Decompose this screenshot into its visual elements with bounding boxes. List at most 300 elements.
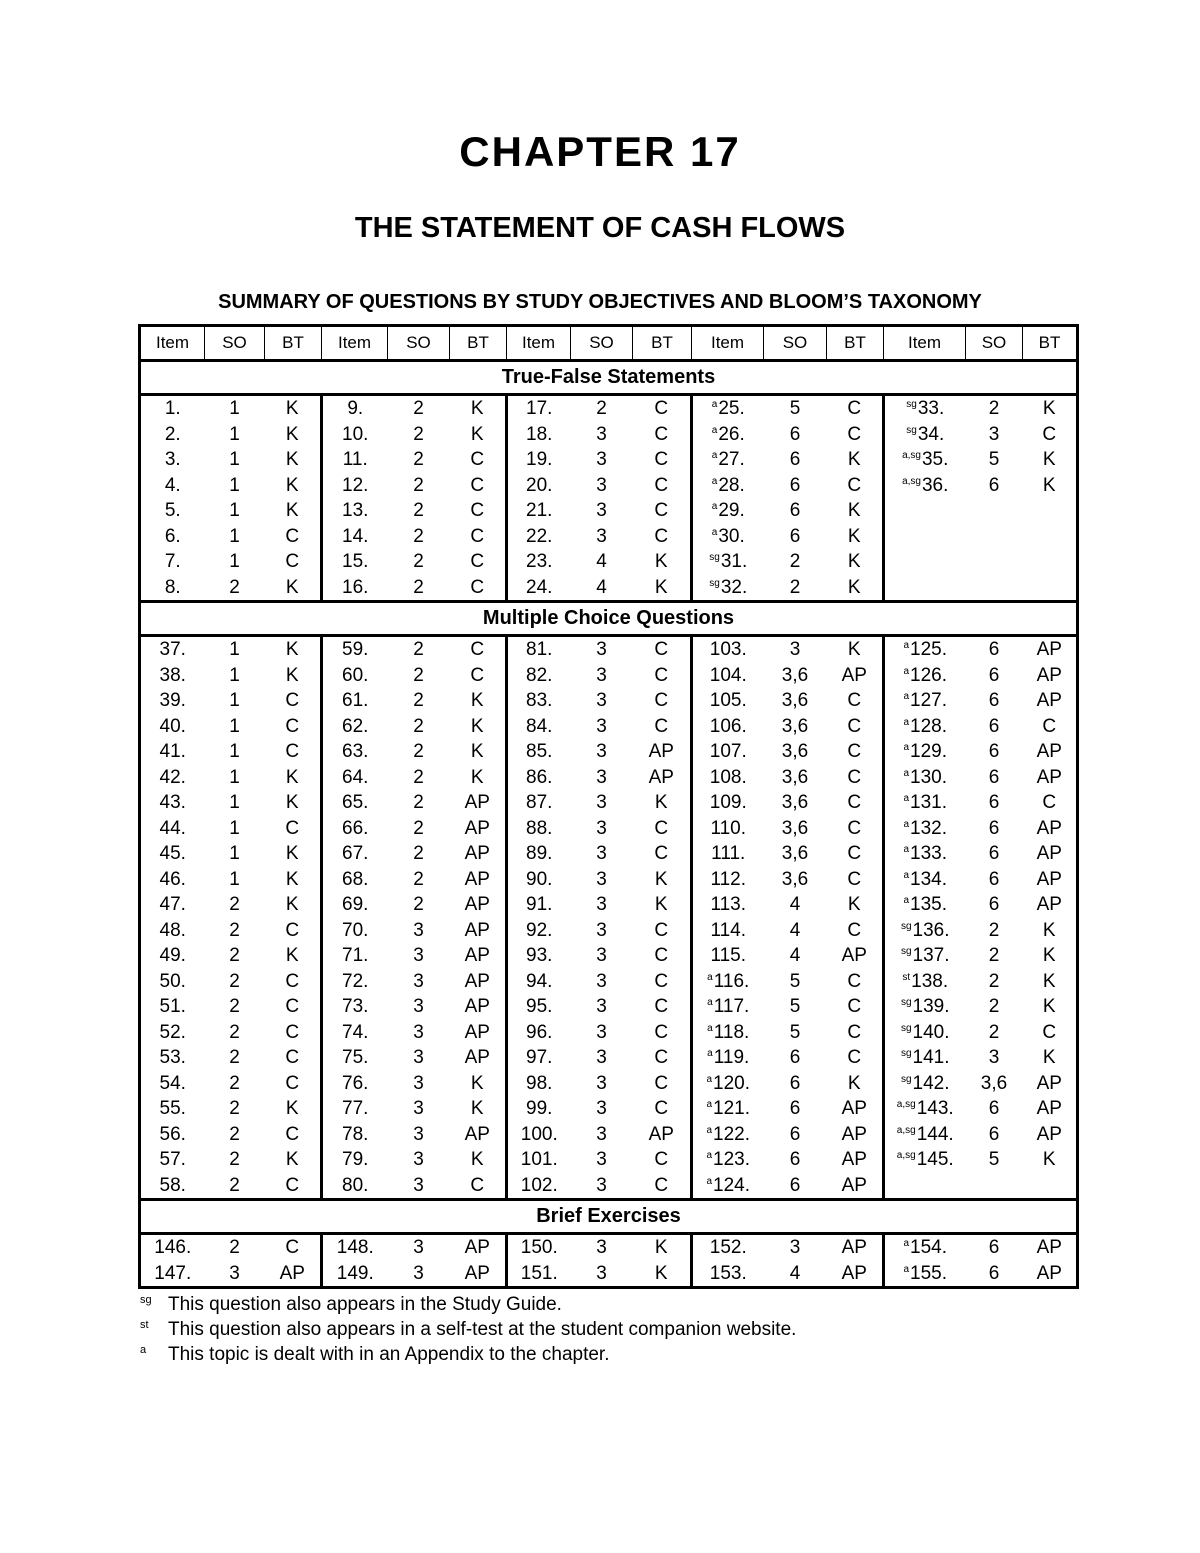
so-cell: 3 [229, 1262, 240, 1284]
so-cell: 1 [229, 398, 240, 419]
bt-cell: AP [1036, 894, 1062, 915]
bt-cell: K [633, 1261, 692, 1288]
item-number: 92. [526, 919, 553, 941]
so-cell: 1 [229, 843, 240, 864]
item-number: 103. [709, 639, 747, 660]
bt-cell: C [450, 575, 507, 602]
item-cell [692, 1173, 764, 1200]
item-number: 35. [921, 449, 949, 470]
bt-cell: K [265, 395, 322, 422]
bt-cell: K [827, 549, 884, 575]
bt-cell: C [827, 994, 884, 1020]
item-number: 91. [526, 894, 553, 915]
so-cell: 1 [229, 792, 240, 813]
so-cell: 5 [988, 1149, 1000, 1170]
so-cell: 2 [229, 945, 240, 966]
so-cell: 6 [988, 474, 1000, 496]
item-number: 104. [709, 664, 747, 686]
item-footnote-mark: a [903, 640, 910, 651]
column-header: BT [827, 326, 884, 361]
item-footnote-mark: a [903, 869, 910, 881]
item-cell [692, 765, 764, 791]
so-cell [966, 575, 1023, 602]
item-cell [507, 1096, 571, 1122]
item-cell [322, 994, 388, 1020]
item-cell [322, 943, 388, 969]
item-number: 145. [916, 1149, 954, 1170]
so-cell: 6 [988, 766, 1000, 788]
so-cell: 3,6 [781, 664, 809, 686]
item-cell [140, 636, 205, 663]
item-cell [507, 892, 571, 918]
bt-cell: AP [633, 739, 692, 765]
so-cell: 4 [596, 551, 607, 572]
bt-cell: AP [633, 765, 692, 791]
so-cell: 3 [596, 1174, 607, 1196]
item-number: 141. [912, 1047, 950, 1068]
so-cell: 6 [789, 423, 801, 445]
so-cell: 6 [988, 894, 1000, 915]
item-number: 62. [342, 715, 369, 737]
bt-cell: C [1042, 1021, 1057, 1043]
so-cell: 3 [596, 970, 607, 992]
item-number: 34. [917, 423, 945, 445]
bt-cell: C [450, 636, 507, 663]
item-number: 87. [526, 792, 553, 813]
item-number: 60. [342, 664, 369, 686]
item-number: 46. [159, 868, 186, 890]
table-row [140, 943, 1078, 969]
item-cell [692, 1147, 764, 1173]
bt-cell: C [633, 1096, 692, 1122]
bt-cell: AP [1036, 1098, 1062, 1119]
bt-cell: C [633, 1071, 692, 1097]
item-cell [507, 1045, 571, 1071]
item-number: 37. [159, 639, 186, 660]
bt-cell: C [633, 816, 692, 842]
item-number: 43. [159, 792, 186, 813]
item-number: 99. [526, 1098, 553, 1119]
item-cell [507, 688, 571, 714]
table-row [140, 918, 1078, 944]
so-cell: 3 [596, 525, 607, 547]
so-cell: 3 [596, 1262, 607, 1284]
bt-cell: C [633, 994, 692, 1020]
item-cell [692, 1071, 764, 1097]
item-cell [140, 765, 205, 791]
table-row [140, 663, 1078, 689]
item-number: 147. [154, 1262, 192, 1284]
bt-cell: AP [827, 1096, 884, 1122]
table-row [140, 1020, 1078, 1046]
so-cell: 6 [988, 1098, 1000, 1119]
item-cell [507, 739, 571, 765]
bt-cell: K [1042, 474, 1056, 496]
so-cell [966, 549, 1023, 575]
table-row [140, 688, 1078, 714]
item-number: 12. [342, 474, 369, 496]
so-cell: 2 [988, 398, 1000, 419]
summary-table [138, 324, 1079, 1289]
item-number: 131. [910, 792, 948, 813]
bt-cell: K [265, 473, 322, 499]
item-cell [507, 663, 571, 689]
item-cell [884, 1261, 966, 1288]
column-header: BT [450, 326, 507, 361]
item-footnote-mark: a,sg [896, 1150, 916, 1161]
item-number: 142. [912, 1072, 950, 1094]
bt-cell: K [265, 867, 322, 893]
so-cell: 3,6 [781, 792, 809, 813]
item-cell [692, 714, 764, 740]
item-number: 65. [342, 792, 369, 813]
item-cell [884, 943, 966, 969]
item-footnote-mark: a [711, 501, 718, 512]
bt-cell: C [827, 918, 884, 944]
bt-cell: C [633, 1173, 692, 1200]
item-cell [507, 943, 571, 969]
bt-cell: C [827, 1045, 884, 1071]
bt-cell: AP [1036, 868, 1062, 890]
item-cell [692, 969, 764, 995]
column-header: SO [764, 326, 827, 361]
bt-cell: AP [1036, 1072, 1062, 1094]
bt-cell: K [827, 636, 884, 663]
bt-cell: C [633, 636, 692, 663]
item-number: 49. [159, 945, 186, 966]
bt-cell: C [827, 473, 884, 499]
item-footnote-mark: a [706, 1073, 713, 1085]
so-cell: 2 [413, 664, 424, 686]
item-footnote-mark: a [903, 767, 910, 779]
item-number: 96. [526, 1021, 553, 1043]
table-row [140, 1071, 1078, 1097]
bt-cell: C [827, 841, 884, 867]
item-number: 29. [718, 500, 745, 521]
item-cell [884, 1071, 966, 1097]
item-number: 73. [342, 996, 369, 1017]
so-cell: 6 [789, 1098, 801, 1119]
item-number: 1. [164, 398, 181, 419]
so-cell: 3 [596, 423, 607, 445]
item-cell [507, 1020, 571, 1046]
so-cell: 2 [789, 576, 801, 598]
item-cell [507, 1173, 571, 1200]
column-header: Item [322, 326, 388, 361]
so-cell: 1 [229, 868, 240, 890]
table-row [140, 841, 1078, 867]
so-cell: 1 [229, 766, 240, 788]
footnote [140, 1338, 796, 1363]
so-cell: 1 [229, 500, 240, 521]
so-cell: 2 [413, 551, 424, 572]
footnote-text: This question also appears in a self-test at the student companion website. [168, 1319, 797, 1340]
item-cell [322, 714, 388, 740]
table-row [140, 422, 1078, 448]
bt-cell: C [450, 447, 507, 473]
item-cell [884, 918, 966, 944]
item-cell [322, 765, 388, 791]
item-number: 119. [713, 1047, 750, 1068]
item-footnote-mark: a,sg [902, 475, 921, 487]
so-cell: 2 [988, 919, 1000, 941]
item-footnote-mark: a [903, 1238, 910, 1249]
footnote-text: This topic is dealt with in an Appendix to the chapter. [168, 1344, 610, 1365]
item-cell [692, 524, 764, 550]
item-cell [507, 636, 571, 663]
so-cell: 2 [229, 1174, 240, 1196]
bt-cell: C [827, 1020, 884, 1046]
bt-cell: C [633, 1045, 692, 1071]
bt-cell: AP [450, 1234, 507, 1261]
so-cell: 5 [988, 449, 1000, 470]
item-cell [692, 1096, 764, 1122]
item-footnote-mark: sg [900, 1073, 912, 1085]
bt-cell: AP [827, 1147, 884, 1173]
so-cell: 3 [988, 423, 1000, 445]
bt-cell: K [265, 663, 322, 689]
bt-cell: AP [827, 1173, 884, 1200]
item-number: 22. [526, 525, 553, 547]
so-cell: 3 [596, 1123, 607, 1145]
bt-cell [1023, 575, 1078, 602]
item-footnote-mark: sg [900, 920, 912, 932]
item-cell [884, 1045, 966, 1071]
item-footnote-mark: a [711, 475, 718, 487]
item-number: 4. [164, 474, 181, 496]
so-cell: 3 [413, 1098, 424, 1119]
item-footnote-mark: a [707, 971, 713, 983]
item-cell [884, 524, 966, 550]
table-row [140, 549, 1078, 575]
so-cell: 1 [229, 474, 240, 496]
item-number: 109. [709, 792, 747, 813]
item-cell [692, 498, 764, 524]
item-footnote-mark: a,sg [896, 1124, 916, 1136]
so-cell: 6 [988, 1237, 1000, 1258]
so-cell: 2 [988, 970, 1000, 992]
item-cell [140, 1147, 205, 1173]
item-cell [507, 1147, 571, 1173]
so-cell: 3 [596, 1047, 607, 1068]
bt-cell [1023, 498, 1078, 524]
item-number: 23. [526, 551, 553, 572]
page-subtitle: THE STATEMENT OF CASH FLOWS [354, 212, 846, 244]
item-cell [322, 1261, 388, 1288]
so-cell: 3 [413, 1021, 424, 1043]
item-cell [692, 1261, 764, 1288]
so-cell: 3 [596, 500, 607, 521]
bt-cell: AP [1036, 690, 1062, 711]
item-cell [692, 422, 764, 448]
bt-cell: AP [450, 1020, 507, 1046]
so-cell: 6 [789, 474, 801, 496]
so-cell: 2 [229, 919, 240, 941]
item-footnote-mark: a [706, 1150, 713, 1161]
bt-cell: K [450, 739, 507, 765]
bt-cell: C [633, 524, 692, 550]
so-cell: 6 [789, 1149, 801, 1170]
footnote-mark: st [140, 1319, 149, 1331]
item-number: 110. [710, 817, 747, 839]
so-cell: 2 [229, 996, 240, 1017]
bt-cell: K [827, 575, 884, 602]
item-number: 70. [342, 919, 369, 941]
so-cell: 3,6 [781, 766, 809, 788]
item-cell [140, 1173, 205, 1200]
item-cell [322, 1234, 388, 1261]
item-cell [507, 994, 571, 1020]
item-footnote-mark: a [706, 1175, 713, 1187]
table-row [140, 969, 1078, 995]
chapter-title: CHAPTER 17 [459, 128, 741, 175]
item-cell [322, 688, 388, 714]
item-cell [322, 473, 388, 499]
item-cell [322, 524, 388, 550]
item-cell [884, 498, 966, 524]
bt-cell: AP [1036, 817, 1062, 839]
item-number: 100. [520, 1123, 558, 1145]
so-cell: 6 [988, 639, 1000, 660]
item-number: 134. [910, 868, 948, 890]
bt-cell: C [827, 867, 884, 893]
item-cell [884, 688, 966, 714]
footnote [140, 1313, 796, 1338]
bt-cell: AP [450, 918, 507, 944]
item-number: 101. [520, 1149, 558, 1170]
item-cell [692, 1234, 764, 1261]
item-cell [322, 447, 388, 473]
bt-cell: C [633, 714, 692, 740]
bt-cell: C [633, 688, 692, 714]
item-cell [322, 422, 388, 448]
table-row [140, 816, 1078, 842]
item-number: 118. [713, 1021, 750, 1043]
header-row [140, 326, 1078, 361]
so-cell: 3 [596, 449, 607, 470]
item-number: 97. [526, 1047, 553, 1068]
bt-cell: K [827, 524, 884, 550]
table-row [140, 1234, 1078, 1261]
so-cell: 2 [413, 474, 424, 496]
so-cell: 3 [596, 1149, 607, 1170]
item-number: 11. [342, 449, 368, 470]
item-number: 26. [718, 423, 745, 445]
section-title: Brief Exercises [140, 1200, 1078, 1234]
so-cell: 2 [988, 1021, 1000, 1043]
item-cell [692, 892, 764, 918]
item-cell [692, 1020, 764, 1046]
item-number: 19. [526, 449, 553, 470]
so-cell: 3,6 [781, 868, 809, 890]
so-cell: 3 [596, 1021, 607, 1043]
so-cell: 3 [596, 1237, 607, 1258]
item-footnote-mark: st [902, 971, 911, 983]
so-cell: 1 [229, 639, 240, 660]
bt-cell: C [265, 918, 322, 944]
item-number: 59. [342, 639, 369, 660]
so-cell: 3 [413, 919, 424, 941]
so-cell: 5 [789, 398, 801, 419]
so-cell: 5 [789, 1021, 801, 1043]
item-number: 136. [912, 919, 950, 941]
item-number: 78. [342, 1123, 369, 1145]
so-cell: 2 [413, 741, 424, 762]
item-cell [140, 994, 205, 1020]
bt-cell: AP [1036, 1262, 1062, 1284]
item-number: 153. [709, 1262, 747, 1284]
item-number: 79. [342, 1149, 369, 1170]
item-number: 80. [342, 1174, 369, 1196]
bt-cell: K [633, 892, 692, 918]
item-footnote-mark: a [903, 1263, 910, 1275]
item-cell [884, 867, 966, 893]
bt-cell: K [1042, 919, 1056, 941]
item-number: 89. [526, 843, 553, 864]
so-cell: 6 [988, 741, 1000, 762]
item-footnote-mark: a [903, 691, 910, 702]
bt-cell: C [827, 969, 884, 995]
item-footnote-mark: sg [900, 946, 912, 957]
so-cell: 2 [413, 449, 424, 470]
so-cell: 2 [413, 576, 424, 598]
bt-cell: K [827, 447, 884, 473]
bt-cell: C [450, 524, 507, 550]
so-cell: 1 [229, 741, 240, 762]
item-number: 143. [916, 1098, 954, 1119]
bt-cell: C [265, 1173, 322, 1200]
bt-cell: AP [827, 1122, 884, 1148]
item-number: 86. [526, 766, 553, 788]
bt-cell: C [827, 765, 884, 791]
item-number: 114. [710, 919, 747, 941]
table-row [140, 867, 1078, 893]
item-cell [140, 422, 205, 448]
so-cell: 4 [789, 945, 801, 966]
bt-cell: K [450, 688, 507, 714]
bt-cell: K [1042, 449, 1056, 470]
so-cell: 2 [413, 690, 424, 711]
so-cell: 3 [988, 1047, 1000, 1068]
bt-cell: K [1042, 996, 1056, 1017]
bt-cell: C [633, 422, 692, 448]
item-cell [140, 867, 205, 893]
so-cell: 3 [596, 766, 607, 788]
item-number: 28. [718, 474, 745, 496]
bt-cell: AP [827, 1261, 884, 1288]
item-cell [322, 1147, 388, 1173]
item-footnote-mark: a [903, 716, 910, 728]
item-number: 77. [342, 1098, 369, 1119]
so-cell: 3,6 [980, 1072, 1008, 1094]
item-number: 140. [912, 1021, 950, 1043]
bt-cell: K [1042, 1149, 1056, 1170]
item-footnote-mark: sg [709, 577, 720, 589]
bt-cell: K [827, 1071, 884, 1097]
so-cell: 2 [413, 639, 424, 660]
item-cell [884, 969, 966, 995]
item-number: 112. [710, 868, 747, 890]
item-cell [507, 549, 571, 575]
bt-cell: AP [450, 943, 507, 969]
item-cell [322, 663, 388, 689]
item-footnote-mark: a [711, 399, 718, 410]
so-cell: 3 [413, 1262, 424, 1284]
item-number: 102. [520, 1174, 558, 1196]
so-cell: 6 [988, 1123, 1000, 1145]
so-cell: 1 [229, 690, 240, 711]
table-row [140, 1147, 1078, 1173]
